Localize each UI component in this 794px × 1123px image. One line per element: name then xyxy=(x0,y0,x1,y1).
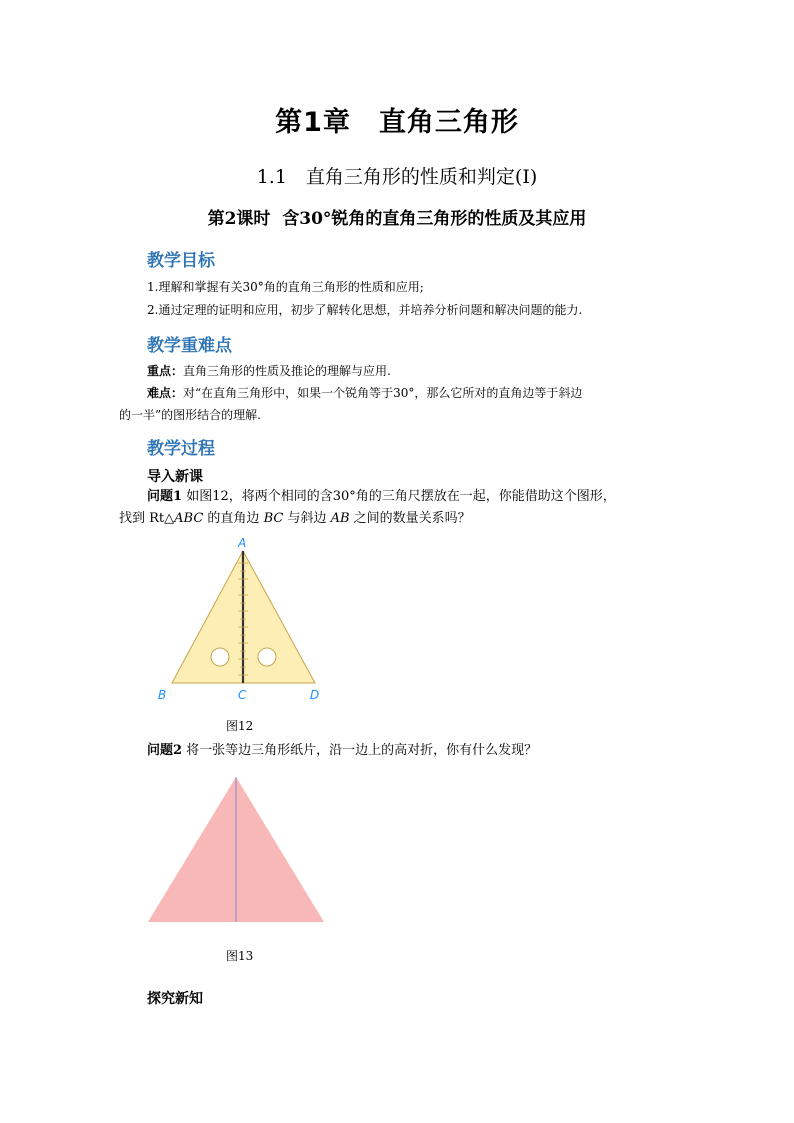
figure-12 xyxy=(150,533,340,708)
explore-heading: 探究新知 xyxy=(147,991,203,1007)
question-2-label: 问题2 xyxy=(147,743,183,758)
label-a: A xyxy=(238,536,247,550)
section-title: 1.1 直角三角形的性质和判定(Ⅰ) xyxy=(256,166,538,188)
focus-line xyxy=(147,360,391,382)
key-points-heading: 教学重难点 xyxy=(147,336,232,356)
process-heading: 教学过程 xyxy=(147,439,215,459)
goal-item-1: 1.理解和掌握有关30°角的直角三角形的性质和应用; xyxy=(147,280,424,294)
q1-text-g: 之间的数量关系吗？ xyxy=(349,511,471,526)
difficulty-label: 难点： xyxy=(147,386,184,400)
q1-text-abc: ABC xyxy=(174,511,204,526)
question-1-line-1 xyxy=(147,486,616,508)
focus-text: 直角三角形的性质及推论的理解与应用. xyxy=(183,364,391,378)
lesson-title: 第2课时 含30°锐角的直角三角形的性质及其应用 xyxy=(207,209,587,229)
q1-text-a: 找到 Rt△ xyxy=(119,511,175,526)
question-1-line-2 xyxy=(119,508,471,530)
set-square-hole-left xyxy=(211,648,229,666)
intro-heading: 导入新课 xyxy=(147,469,203,485)
question-2-line xyxy=(147,740,537,762)
q1-text-e: 与斜边 xyxy=(283,511,331,526)
goals-heading: 教学目标 xyxy=(147,251,215,271)
chapter-title: 第1章 直角三角形 xyxy=(275,107,519,138)
question-1-label: 问题1 xyxy=(147,489,183,504)
q1-text-bc: BC xyxy=(263,511,284,526)
focus-label: 重点： xyxy=(147,364,184,378)
q1-text-c: 的直角边 xyxy=(203,511,264,526)
label-b: B xyxy=(158,688,167,702)
goal-item-2: 2.通过定理的证明和应用，初步了解转化思想，并培养分析问题和解决问题的能力. xyxy=(147,303,583,317)
difficulty-line xyxy=(147,382,582,404)
question-1-text: 如图12，将两个相同的含30°角的三角尺摆放在一起，你能借助这个图形， xyxy=(186,489,616,504)
q1-text-ab: AB xyxy=(330,511,350,526)
figure-13 xyxy=(146,775,328,925)
label-c: C xyxy=(238,688,247,702)
set-square-hole-right xyxy=(258,648,276,666)
question-2-text: 将一张等边三角形纸片，沿一边上的高对折，你有什么发现？ xyxy=(182,743,538,758)
figure-13-caption: 图13 xyxy=(226,949,254,963)
figure-12-caption: 图12 xyxy=(226,719,254,733)
difficulty-text-2: 的一半”的图形结合的理解. xyxy=(119,408,261,422)
difficulty-text-1: 对“在直角三角形中，如果一个锐角等于30°，那么它所对的直角边等于斜边 xyxy=(183,386,583,400)
label-d: D xyxy=(310,688,320,702)
